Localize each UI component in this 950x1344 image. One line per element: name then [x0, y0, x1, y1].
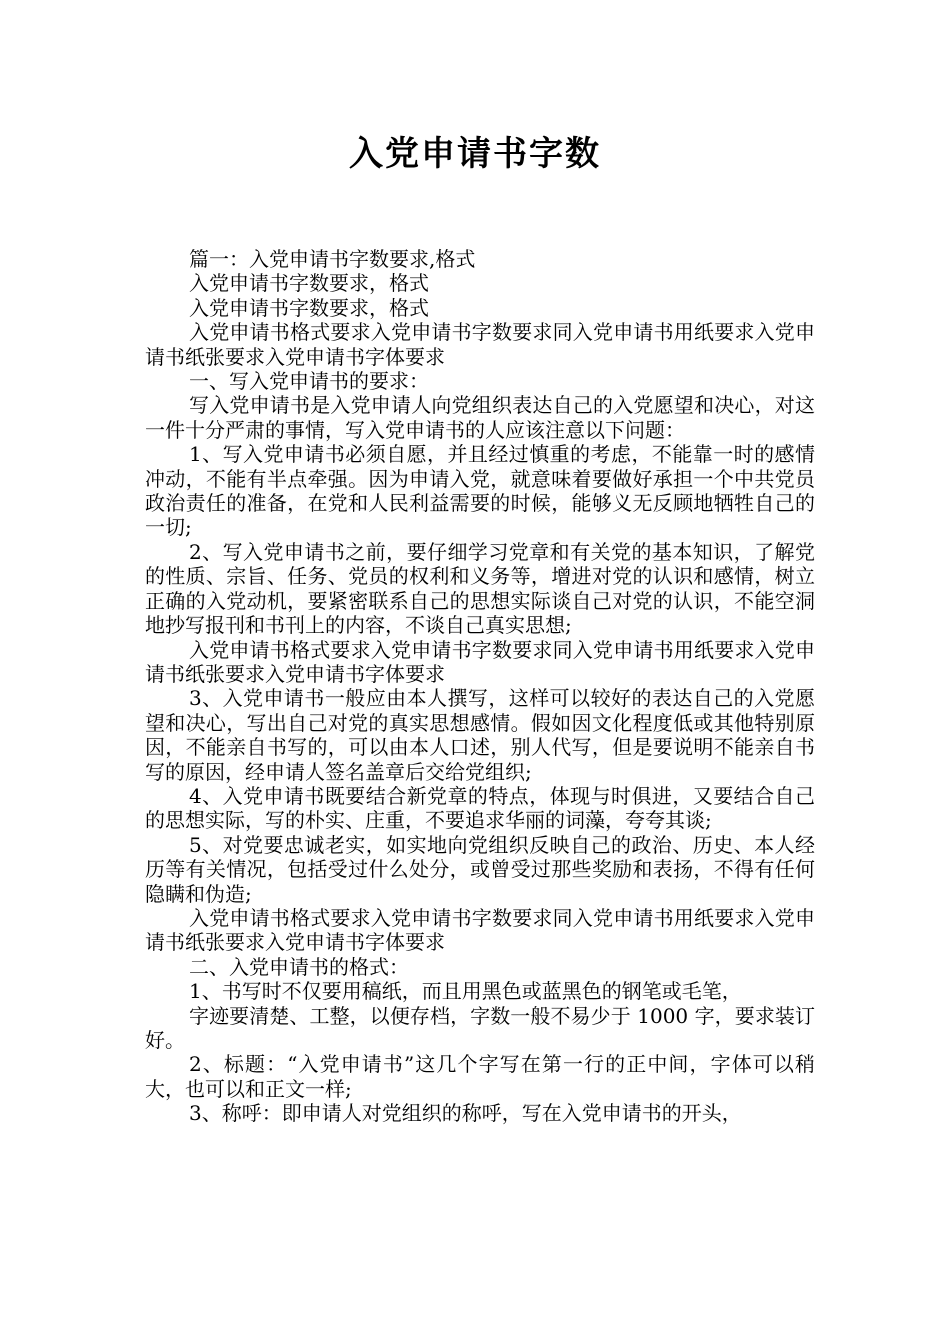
paragraph: 入党申请书格式要求入党申请书字数要求同入党申请书用纸要求入党申请书纸张要求入党申请书字体要求 [145, 320, 815, 369]
paragraph: 入党申请书字数要求，格式 [189, 271, 429, 296]
paragraph: 3、称呼：即申请人对党组织的称呼，写在入党申请书的开头， [189, 1101, 742, 1126]
document-body [145, 247, 815, 1126]
paragraph: 入党申请书字数要求，格式 [189, 295, 429, 320]
paragraph: 字迹要清楚、工整，以便存档，字数一般不易少于 1000 字，要求装订好。 [145, 1003, 815, 1052]
paragraph: 2、标题：“入党申请书”这几个字写在第一行的正中间，字体可以稍大，也可以和正文一样; [145, 1052, 815, 1101]
paragraph: 篇一：入党申请书字数要求,格式 [189, 247, 476, 271]
paragraph: 入党申请书格式要求入党申请书字数要求同入党申请书用纸要求入党申请书纸张要求入党申请书字体要求 [145, 637, 815, 686]
paragraph: 3、入党申请书一般应由本人撰写，这样可以较好的表达自己的入党愿望和决心，写出自己对党的真实思想感情。假如因文化程度低或其他特别原因，不能亲自书写的，可以由本人口述，别人代写，但是要说明不能亲自书写的原因，经申请人签名盖章后交给党组织; [145, 686, 815, 784]
paragraph: 入党申请书格式要求入党申请书字数要求同入党申请书用纸要求入党申请书纸张要求入党申请书字体要求 [145, 905, 815, 955]
paragraph: 1、写入党申请书必须自愿，并且经过慎重的考虑，不能靠一时的感情冲动，不能有半点牵强。因为申请入党，就意味着要做好承担一个中共党员政治责任的准备，在党和人民利益需要的时候，能够义无反顾地牺牲自己的一切; [145, 442, 815, 540]
paragraph: 写入党申请书是入党申请人向党组织表达自己的入党愿望和决心，对这一件十分严肃的事情，写入党申请书的人应该注意以下问题： [145, 393, 815, 442]
paragraph: 4、入党申请书既要结合新党章的特点，体现与时俱进，又要结合自己的思想实际，写的朴实、庄重，不要追求华丽的词藻，夸夸其谈; [145, 783, 815, 833]
paragraph: 2、写入党申请书之前，要仔细学习党章和有关党的基本知识，了解党的性质、宗旨、任务、党员的权利和义务等，增进对党的认识和感情，树立正确的入党动机，要紧密联系自己的思想实际谈自己对党的认识，不能空洞地抄写报刊和书刊上的内容，不谈自己真实思想; [145, 539, 815, 638]
document-title: 入党申请书字数 [349, 134, 601, 174]
paragraph: 1、书写时不仅要用稿纸，而且用黑色或蓝黑色的钢笔或毛笔， [189, 979, 742, 1004]
section-heading: 二、入党申请书的格式： [189, 954, 409, 979]
section-heading: 一、写入党申请书的要求： [189, 369, 429, 394]
paragraph: 5、对党要忠诚老实，如实地向党组织反映自己的政治、历史、本人经历等有关情况，包括受过什么处分，或曾受过那些奖励和表扬，不得有任何隐瞒和伪造; [145, 832, 815, 906]
